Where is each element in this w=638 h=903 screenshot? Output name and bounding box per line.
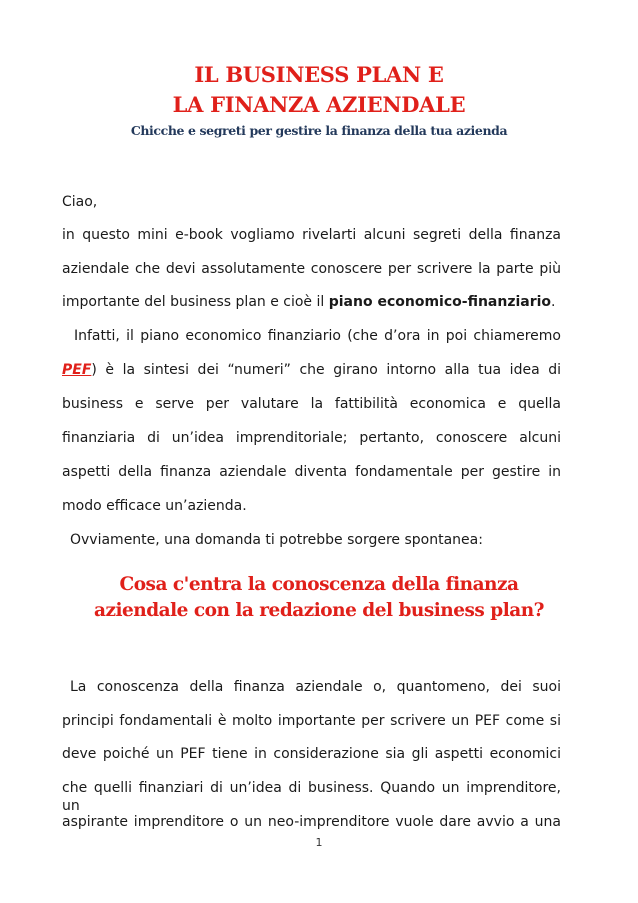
para4-line-3: deve poiché un PEF tiene in considerazione sia gli aspetti economici <box>62 746 561 762</box>
title-line-1: IL BUSINESS PLAN E <box>194 62 444 87</box>
para2-line-4: finanziaria di un’idea imprenditoriale; pertanto, conoscere alcuni <box>62 430 561 446</box>
intro-line-3-text: importante del business plan e cioè il <box>62 294 329 310</box>
intro-line-1: in questo mini e-book vogliamo rivelarti alcuni segreti della finanza <box>62 227 561 243</box>
para2-line-1: Infatti, il piano economico finanziario (che d’ora in poi chiameremo <box>74 328 561 344</box>
subtitle: Chicche e segreti per gestire la finanza della tua azienda <box>130 123 508 138</box>
para3-line-1: Ovviamente, una domanda ti potrebbe sorgere spontanea: <box>70 532 483 548</box>
pef-term: PEF <box>62 362 92 378</box>
para2-line-6: modo efficace un’azienda. <box>62 498 247 514</box>
intro-line-2: aziendale che devi assolutamente conoscere per scrivere la parte più <box>62 261 561 277</box>
question-line-2: aziendale con la redazione del business plan? <box>93 600 545 621</box>
para4-line-1: La conoscenza della finanza aziendale o, quantomeno, dei suoi <box>70 679 561 695</box>
para2-line-2 <box>62 361 561 379</box>
para4-line-2: principi fondamentali è molto importante per scrivere un PEF come si <box>62 713 561 729</box>
question-line-1: Cosa c'entra la conoscenza della finanza <box>119 574 519 595</box>
para4-line-5: aspirante imprenditore o un neo-imprenditore vuole dare avvio a una <box>62 814 561 830</box>
greeting: Ciao, <box>62 194 98 210</box>
title-line-2: LA FINANZA AZIENDALE <box>172 92 466 117</box>
intro-line-3 <box>62 293 561 311</box>
intro-line-3-end: . <box>551 294 556 310</box>
para2-line-5: aspetti della finanza aziendale diventa fondamentale per gestire in <box>62 464 561 480</box>
para4-line-4: che quelli finanziari di un’idea di business. Quando un imprenditore, un <box>62 780 561 814</box>
page-number: 1 <box>315 836 323 849</box>
para2-line-3: business e serve per valutare la fattibilità economica e quella <box>62 396 561 412</box>
para2-line-2-text: ) è la sintesi dei “numeri” che girano intorno alla tua idea di <box>91 362 561 378</box>
bold-term: piano economico-finanziario <box>328 294 552 310</box>
